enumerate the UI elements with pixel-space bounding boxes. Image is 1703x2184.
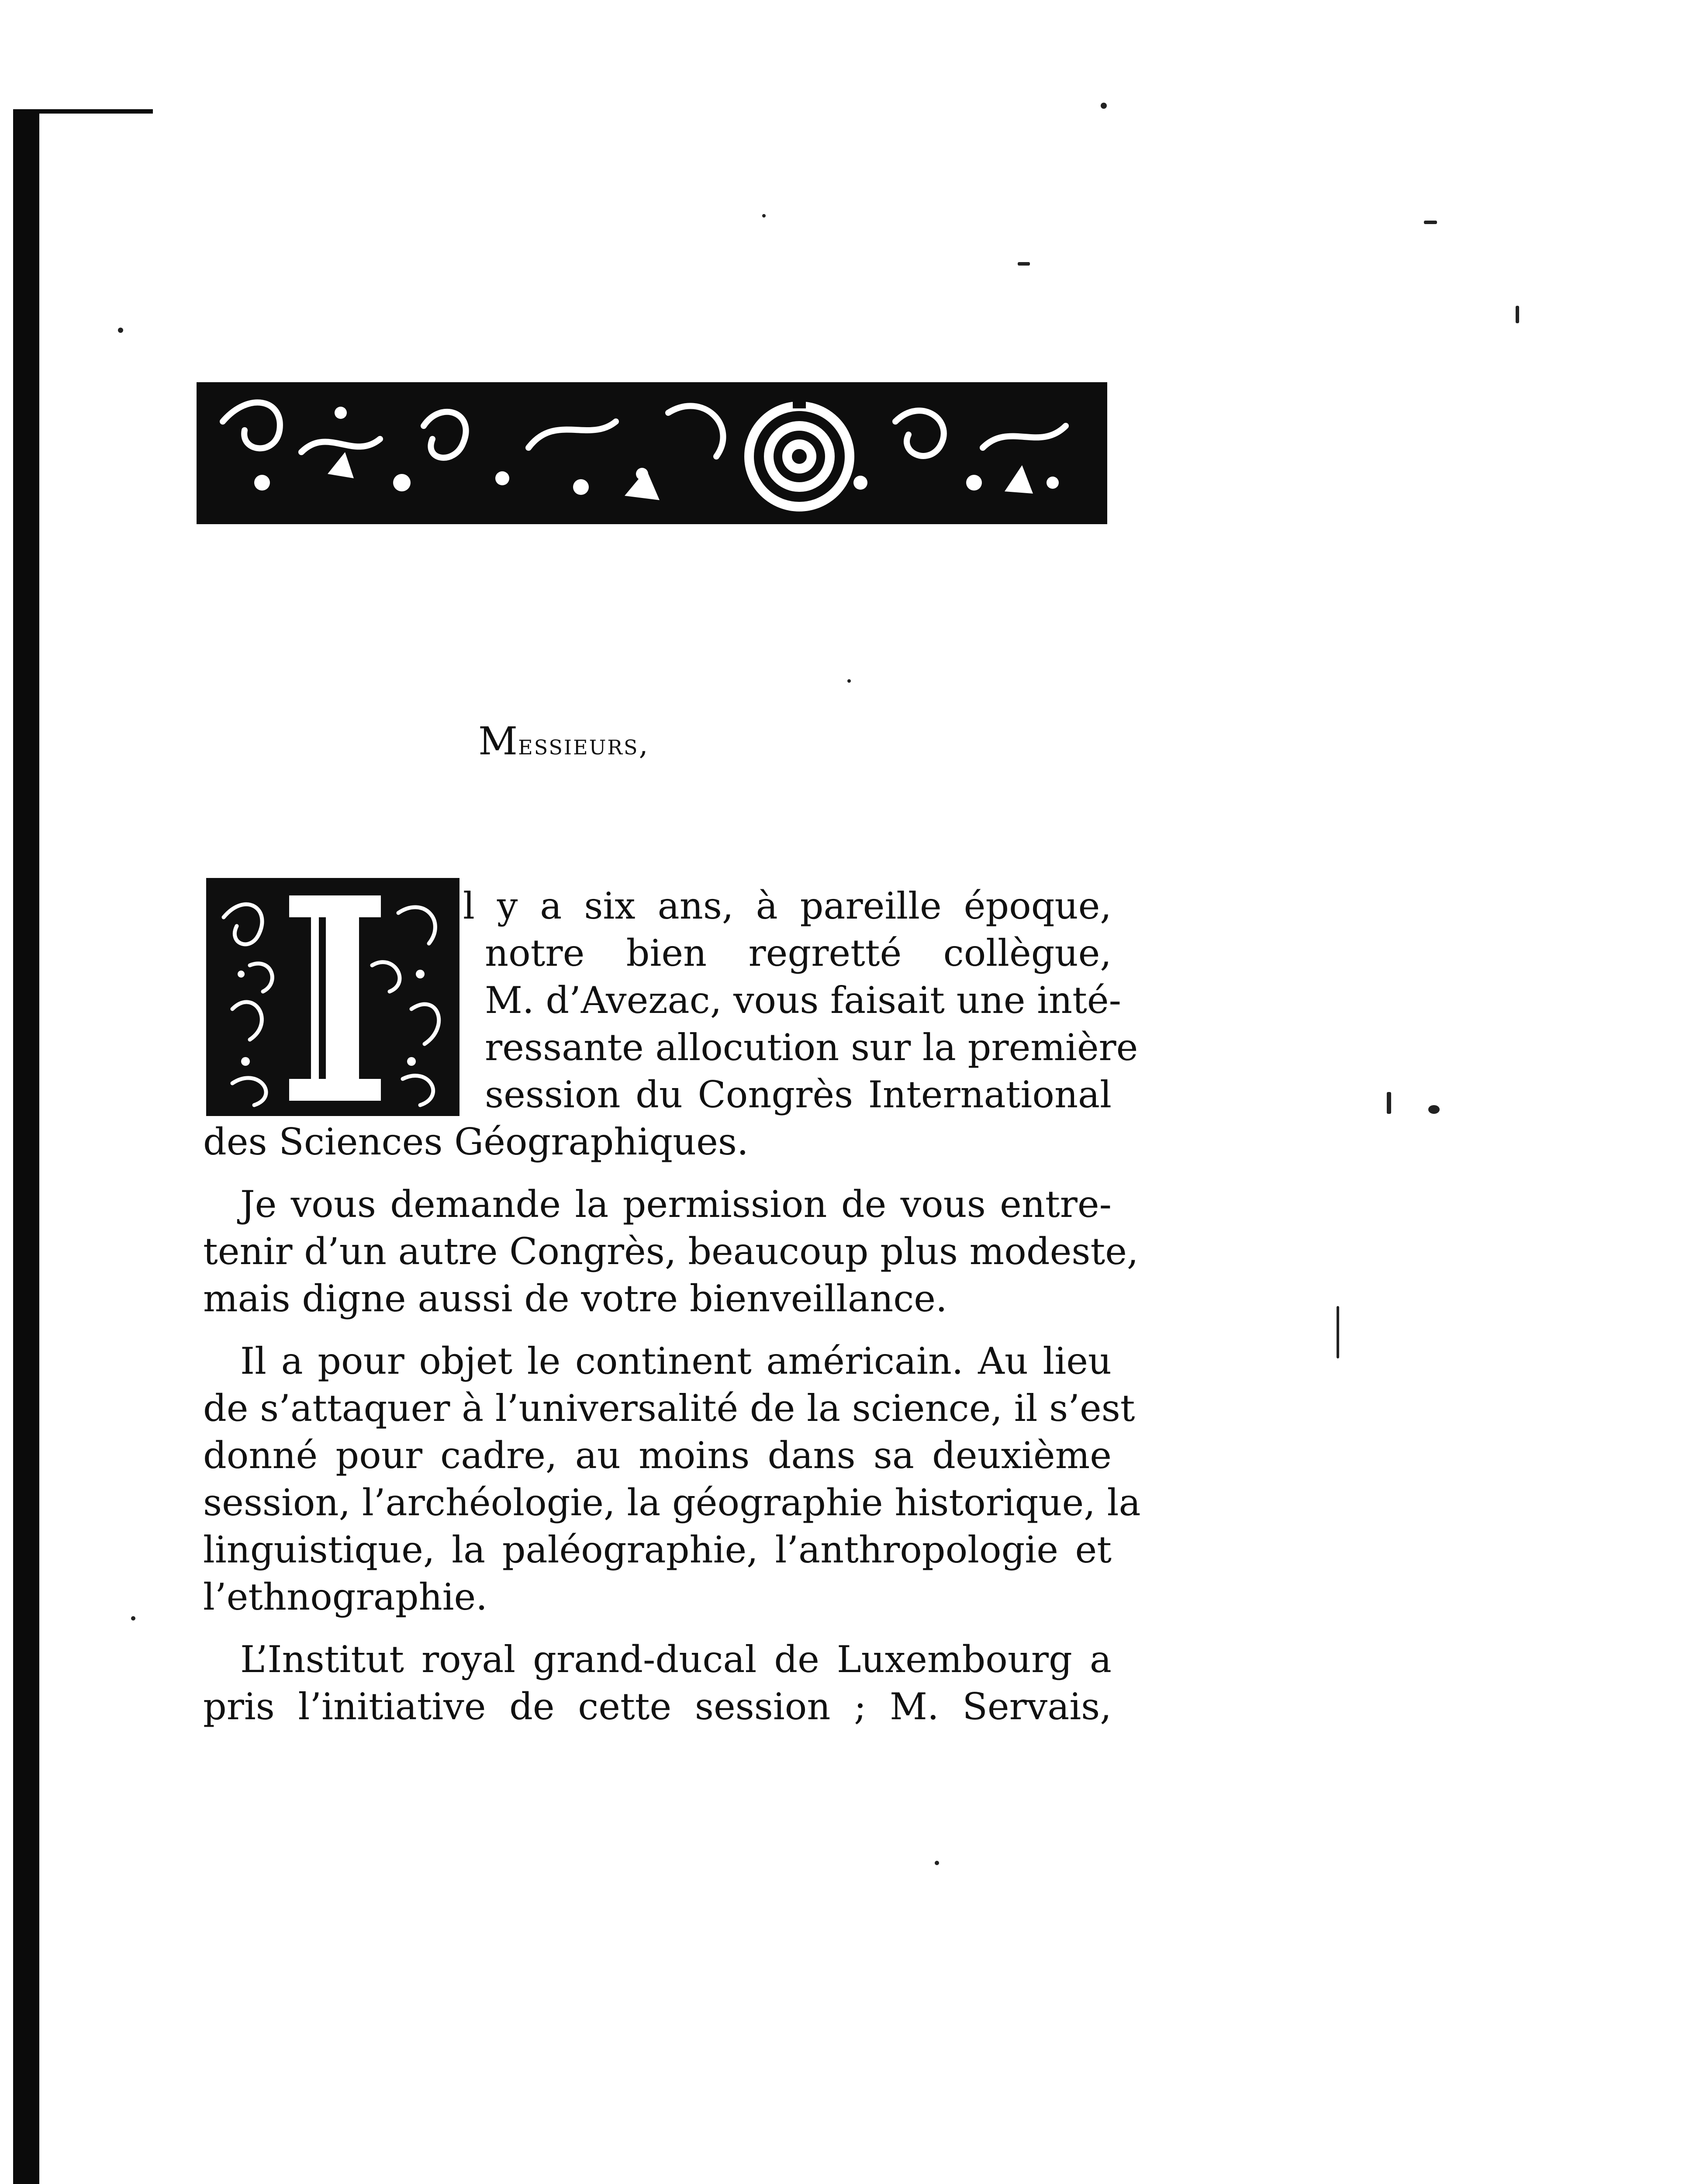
text-line: session, l’archéologie, la géographie historique, la — [203, 1481, 1141, 1524]
text-line: M. d’Avezac, vous faisait une inté- — [485, 979, 1121, 1022]
scan-speck — [1428, 1105, 1440, 1114]
scan-speck — [131, 1616, 135, 1621]
scan-speck — [118, 328, 123, 333]
scan-speck — [1018, 262, 1030, 266]
scan-speck — [762, 214, 766, 218]
scan-speck — [1387, 1092, 1391, 1114]
text-line: Il a pour objet le continent américain. Au lieu — [240, 1340, 1112, 1382]
scan-speck — [1337, 1306, 1339, 1358]
binding-edge-top — [13, 109, 153, 114]
text-line: Je vous demande la permission de vous entre- — [240, 1183, 1112, 1226]
scan-speck — [847, 679, 851, 683]
text-line: donné pour cadre, au moins dans sa deuxième — [203, 1434, 1112, 1477]
scan-speck — [935, 1861, 939, 1865]
binding-edge — [13, 109, 39, 2184]
text-line: l y a six ans, à pareille époque, — [463, 885, 1112, 927]
text-line: ressante allocution sur la première — [485, 1026, 1138, 1069]
text-line: linguistique, la paléographie, l’anthropologie et — [203, 1528, 1112, 1571]
salutation-rest: essieurs, — [518, 728, 649, 761]
scan-speck — [1424, 221, 1437, 224]
decorated-dropcap — [206, 878, 459, 1116]
text-line: notre bien regretté collègue, — [485, 932, 1112, 975]
scan-speck — [1101, 103, 1107, 109]
text-line: l’ethnographie. — [203, 1576, 487, 1618]
text-line: tenir d’un autre Congrès, beaucoup plus modeste, — [203, 1230, 1139, 1273]
ornamental-headpiece — [197, 373, 1107, 524]
text-line: de s’attaquer à l’universalité de la science, il s’est — [203, 1387, 1135, 1430]
salutation — [478, 719, 649, 764]
text-line: L’Institut royal grand-ducal de Luxembourg a — [240, 1638, 1112, 1681]
text-line: pris l’initiative de cette session ; M. Servais, — [203, 1685, 1112, 1728]
text-line: mais digne aussi de votre bienveillance. — [203, 1277, 947, 1320]
salutation-initial: M — [478, 719, 518, 764]
text-line: session du Congrès International — [485, 1073, 1112, 1116]
text-line: des Sciences Géographiques. — [203, 1120, 749, 1163]
scan-speck — [1516, 306, 1519, 323]
